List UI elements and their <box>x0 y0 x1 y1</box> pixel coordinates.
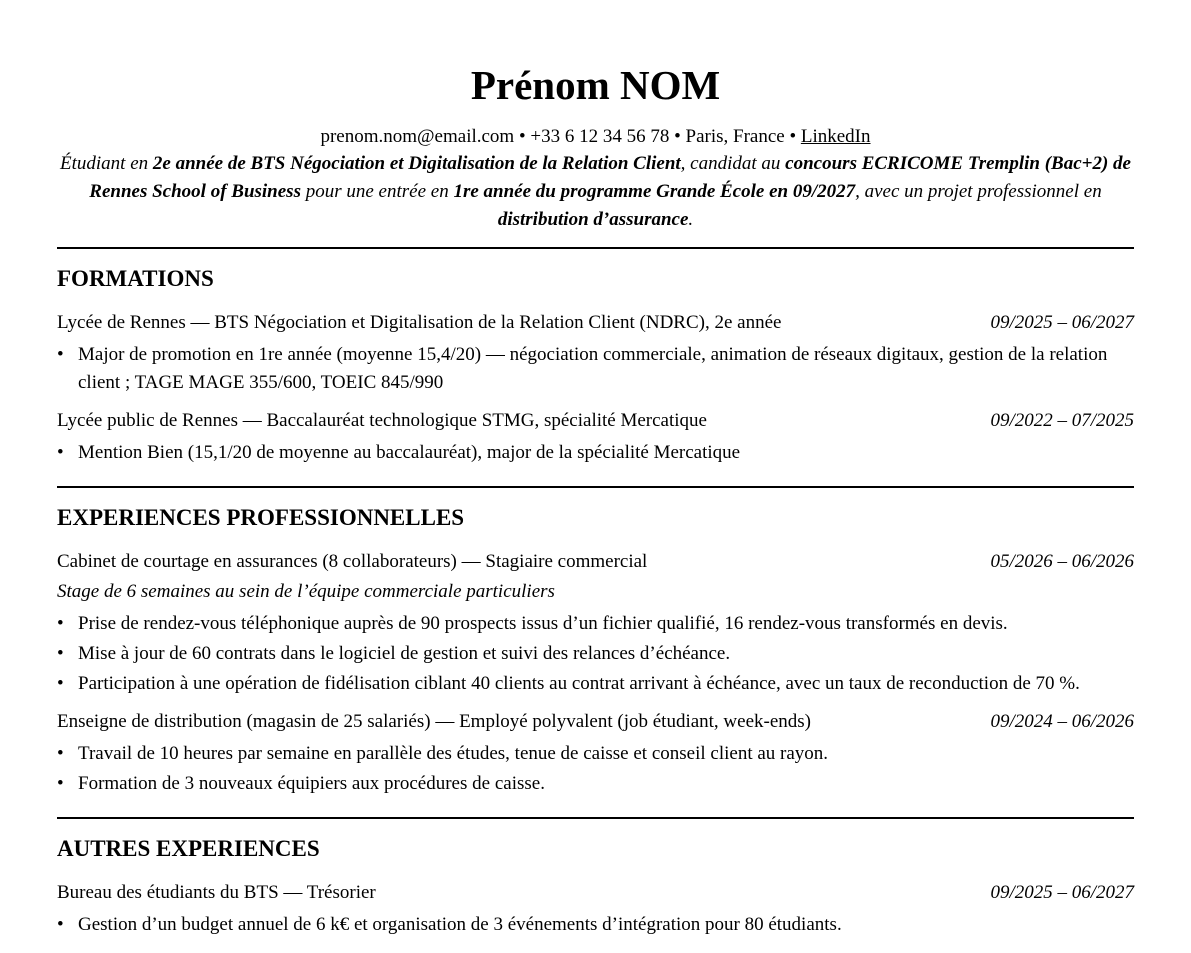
entry-title: Cabinet de courtage en assurances (8 collaborateurs) — Stagiaire commercial <box>57 551 648 572</box>
resume-page <box>57 0 1134 939</box>
entry-subtitle: Stage de 6 semaines au sein de l’équipe commerciale particuliers <box>57 581 555 602</box>
summary-highlight: distribution d’assurance <box>497 209 689 230</box>
bullet-text: Formation de 3 nouveaux équipiers aux procédures de caisse. <box>78 773 545 794</box>
bullet-text: Major de promotion en 1re année (moyenne 15,4/20) — négociation commerciale, animation de réseaux digitaux, gestion de la relation client ; TAGE MAGE 355/600, TOEIC 845/990 <box>78 344 1108 393</box>
entry-title: Enseigne de distribution (magasin de 25 salariés) — Employé polyvalent (job étudiant, week-ends) <box>57 711 811 732</box>
candidate-name: Prénom NOM <box>470 62 721 108</box>
city-text: Paris, France <box>685 126 785 147</box>
entry-date: 09/2025 – 06/2027 <box>990 312 1134 333</box>
bullet-glyph: • <box>57 643 64 664</box>
summary-text: , avec un projet professionnel en <box>855 181 1102 202</box>
bullet-text: Mention Bien (15,1/20 de moyenne au baccalauréat), major de la spécialité Mercatique <box>78 442 741 463</box>
summary-highlight: concours ECRICOME Tremplin (Bac+2) de Rennes School of Business <box>89 153 1131 202</box>
profile-summary <box>57 150 1134 234</box>
phone-text: +33 6 12 34 56 78 <box>530 126 670 147</box>
bullet-item <box>57 911 1134 939</box>
bullet-glyph: • <box>57 773 64 794</box>
contact-line <box>57 124 1134 150</box>
summary-text: . <box>688 209 694 230</box>
summary-text: , candidat au <box>680 153 786 174</box>
bullet-glyph: • <box>57 743 64 764</box>
bullet-glyph: • <box>57 344 64 365</box>
bullet-item <box>57 670 1134 698</box>
linkedin-link[interactable]: LinkedIn <box>800 126 871 147</box>
section-divider <box>57 486 1134 488</box>
entry-title: Bureau des étudiants du BTS — Trésorier <box>57 882 376 903</box>
section-divider <box>57 247 1134 249</box>
entry-date: 09/2022 – 07/2025 <box>990 410 1134 431</box>
summary-text: pour une entrée en <box>300 181 454 202</box>
section-title: AUTRES EXPERIENCES <box>57 836 320 861</box>
summary-highlight: 2e année de BTS Négociation et Digitalisation de la Relation Client <box>152 153 681 174</box>
bullet-text: Participation à une opération de fidélisation ciblant 40 clients au contrat arrivant à échéance, avec un taux de reconduction de 70 %. <box>78 673 1080 694</box>
entry-date: 09/2025 – 06/2027 <box>990 882 1134 903</box>
section-title: EXPERIENCES PROFESSIONNELLES <box>57 505 465 530</box>
bullet-list <box>57 610 1134 698</box>
bullet-list <box>57 341 1134 397</box>
bullet-glyph: • <box>57 442 64 463</box>
summary-highlight: 1re année du programme Grande École en 09/2027 <box>453 181 856 202</box>
bullet-list <box>57 740 1134 798</box>
summary-text: Étudiant en <box>60 153 153 174</box>
bullet-item <box>57 341 1134 397</box>
bullet-text: Travail de 10 heures par semaine en parallèle des études, tenue de caisse et conseil client au rayon. <box>78 743 829 764</box>
entry-title: Lycée de Rennes — BTS Négociation et Digitalisation de la Relation Client (NDRC), 2e année <box>57 312 782 333</box>
bullet-list <box>57 911 1134 939</box>
bullet-glyph: • <box>57 673 64 694</box>
bullet-item <box>57 439 1134 467</box>
bullet-text: Gestion d’un budget annuel de 6 k€ et organisation de 3 événements d’intégration pour 80 étudiants. <box>78 914 842 935</box>
entry-date: 09/2024 – 06/2026 <box>990 711 1134 732</box>
separator: • <box>669 126 686 147</box>
entry-title: Lycée public de Rennes — Baccalauréat technologique STMG, spécialité Mercatique <box>57 410 707 431</box>
email-text: prenom.nom@email.com <box>320 126 515 147</box>
bullet-item <box>57 770 1134 798</box>
bullet-list <box>57 439 1134 467</box>
entry-date: 05/2026 – 06/2026 <box>990 551 1134 572</box>
separator: • <box>514 126 531 147</box>
bullet-text: Mise à jour de 60 contrats dans le logiciel de gestion et suivi des relances d’échéance. <box>78 643 731 664</box>
bullet-item <box>57 740 1134 768</box>
bullet-item <box>57 610 1134 638</box>
bullet-item <box>57 640 1134 668</box>
entry-header <box>57 879 1134 907</box>
separator: • <box>784 126 801 147</box>
bullet-glyph: • <box>57 914 64 935</box>
entry-header <box>57 708 1134 736</box>
section-title: FORMATIONS <box>57 266 214 291</box>
bullet-glyph: • <box>57 613 64 634</box>
entry-header <box>57 548 1134 576</box>
entry-header <box>57 407 1134 435</box>
section-divider <box>57 817 1134 819</box>
bullet-text: Prise de rendez-vous téléphonique auprès de 90 prospects issus d’un fichier qualifié, 16 rendez-vous transformés en devis. <box>78 613 1008 634</box>
resume-sections <box>57 247 1134 939</box>
entry-header <box>57 309 1134 337</box>
